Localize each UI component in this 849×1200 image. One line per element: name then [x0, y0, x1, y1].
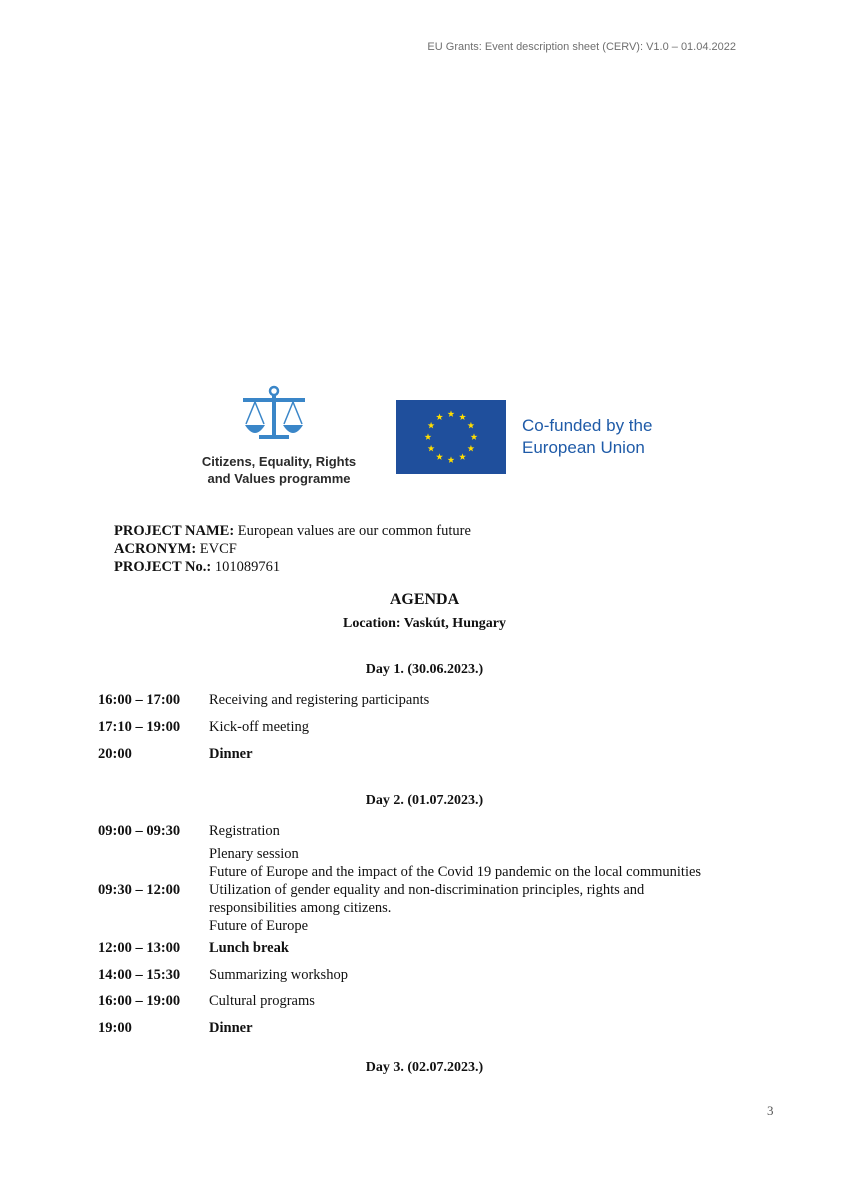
document-header-note: EU Grants: Event description sheet (CERV): V1.0 – 01.04.2022	[427, 41, 736, 53]
agenda-description: Dinner	[209, 1020, 253, 1036]
logos-banner	[0, 385, 849, 495]
project-info	[114, 522, 471, 576]
eu-flag-icon	[396, 400, 506, 474]
project-acronym: ACRONYM: EVCF	[114, 541, 237, 557]
agenda-description: Summarizing workshop	[209, 967, 348, 983]
agenda-time: 17:10 – 19:00	[98, 719, 181, 735]
agenda-time: 16:00 – 19:00	[98, 993, 181, 1009]
agenda-time: 09:00 – 09:30	[98, 823, 181, 839]
project-name: PROJECT NAME: European values are our common future	[114, 523, 471, 539]
day-2-title: Day 2. (01.07.2023.)	[365, 793, 484, 808]
agenda-description: Registration	[209, 823, 280, 839]
agenda-time: 14:00 – 15:30	[98, 967, 181, 983]
day-1-title: Day 1. (30.06.2023.)	[365, 662, 484, 677]
cerv-logo-text: Citizens, Equality, Rights and Values programme	[201, 454, 357, 486]
agenda-location: Location: Vaskút, Hungary	[343, 616, 506, 631]
agenda-description: Plenary session Future of Europe and the impact of the Covid 19 pandemic on the local communities Utilization of gender equality and non-discrimination principles, rights and responsibilities among citizens. Future of Europe	[209, 846, 702, 934]
agenda-time: 16:00 – 17:00	[98, 692, 181, 708]
agenda-time: 12:00 – 13:00	[98, 940, 181, 956]
cerv-logo	[188, 385, 368, 490]
project-number: PROJECT No.: 101089761	[114, 559, 281, 575]
agenda-description: Dinner	[209, 746, 253, 762]
scales-of-justice-icon	[239, 385, 309, 445]
agenda-description: Receiving and registering participants	[209, 692, 430, 708]
agenda-title: AGENDA	[389, 591, 460, 608]
agenda-description: Kick-off meeting	[209, 719, 309, 735]
agenda-time: 19:00	[98, 1020, 132, 1036]
co-funded-text: Co-funded by the European Union	[522, 416, 653, 457]
agenda-time: 20:00	[98, 746, 132, 762]
day-3-title: Day 3. (02.07.2023.)	[365, 1060, 484, 1075]
agenda-time: 09:30 – 12:00	[98, 882, 181, 898]
agenda-description: Lunch break	[209, 940, 289, 956]
page-number: 3	[767, 1103, 774, 1118]
agenda-description: Cultural programs	[209, 993, 315, 1009]
